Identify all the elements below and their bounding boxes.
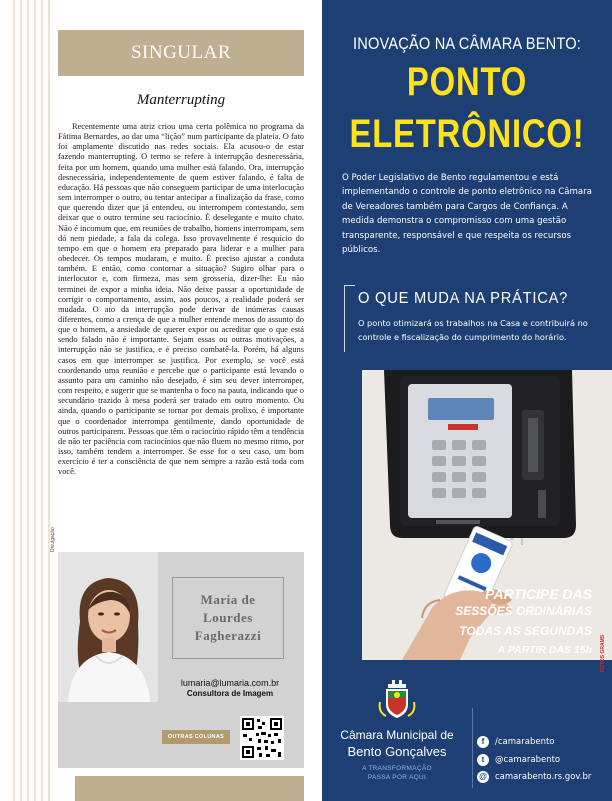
decorative-bracket [344, 285, 355, 352]
author-photo [58, 552, 158, 702]
facebook-icon: f [477, 736, 489, 748]
more-columns-button[interactable]: OUTRAS COLUNAS [162, 730, 230, 744]
social-facebook[interactable] [477, 735, 607, 749]
photo-credit: Divulgação [50, 527, 56, 552]
promo-line-3: TODAS AS SEGUNDAS [459, 624, 592, 638]
coat-of-arms-icon [376, 678, 418, 720]
social-twitter[interactable] [477, 753, 607, 767]
web-icon: @ [477, 771, 489, 783]
author-role: Consultora de Imagem [186, 689, 274, 698]
footer-bar [75, 776, 304, 801]
ad-headline-1: PONTO [406, 60, 528, 104]
qr-code-icon [240, 716, 284, 760]
promo-line-2: SESSÕES ORDINÁRIAS [455, 604, 592, 618]
chamber-name-line-1: Câmara Municipal de [340, 728, 454, 742]
social-website[interactable] [477, 770, 607, 784]
decorative-stripe [27, 0, 29, 801]
author-portrait [58, 552, 158, 702]
decorative-stripe [41, 0, 43, 801]
decorative-stripe [34, 0, 36, 801]
promo-line-4: A PARTIR DAS 15h [497, 644, 592, 656]
ad-paragraph-2: O ponto otimizará os trabalhos na Casa e contribuirá no controle e fiscalização do cumprimento do horário. [358, 318, 588, 342]
decorative-stripe [13, 0, 15, 801]
section-title: SINGULAR [130, 42, 232, 63]
divider [472, 708, 473, 788]
social-label[interactable]: /camarabento [495, 737, 555, 747]
article-title: Manterrupting [136, 92, 226, 108]
slogan: A TRANSFORMAÇÃO PASSA POR AQUI [362, 765, 432, 781]
author-name: Maria de Lourdes Fagherazzi [194, 592, 262, 643]
twitter-icon: t [477, 754, 489, 766]
article-body: Recentemente uma atriz criou uma certa polêmica no programa da Fátima Bernardes, ao dar uma “lição” num participante da plateia. O fato foi amplamente discutido nas redes sociais. Ela acusou-o de estar fazendo manterrupting. O termo se refere à interrupção desnecessária, feita por um homem, quando uma mulher está falando. Ora, interrupção desnecessária, independentemente de quem estiver falando, é falta de educação. Há pessoas que não conseguem participar de uma interlocução sem interromper o outro, ou tentar antecipar a finalização da frase, como que querendo dizer que já entendeu, ou interrompem contestando, sem deixar que o outro termine seu raciocínio. É deselegante e muito chato. Não é incomum que, em reuniões de trabalho, homens interrompam, sem dó nem piedade, a fala da colega. Isso provavelmente é resquício do tempo em que o homem era preparado para liderar e a mulher para obedecer. Os tempos mudaram, e muito. É preciso ajustar a conduta também. E então, como contornar a situação? Sugiro olhar para o interlocutor e, com firmeza, mas sem grosseria, dizer-lhe: Eu não terminei de expor a minha ideia. Não deixe passar a oportunidade de corrigir o comportamento, assim, aos poucos, a realidade poderá ser mudada. O ato da interrupção pode derivar de inúmeras causas diferentes, como a crença de que a mulher entende menos do assunto do que o homem, a ansiedade de querer expor ou acreditar que o que está sendo falado não é importante. Sejam essas ou outras motivações, a interrupção não se justifica, e é preciso combatê-la. Porém, há alguns casos em que interromper se justifica. Por exemplo, se você está coordenando uma reunião e percebe que o participante está levando o assunto para um caminho não desejado, é sim seu dever interromper, com respeito, e sugerir que se mantenha o foco na pauta, indicando que o secundário trazido à mesa poderá ser tratado em outro momento. Ou ainda, quando o participante se tornar por demais prolixo, é importante que o coordenador interrompa gentilmente, dando oportunidade de outros participarem. Pessoas que têm o raciocínio rápido têm a tendência de não ter paciência com raciocínios que não fluem no mesmo ritmo, por isso, também tendem a interromper. Se esse for o seu caso, um bom exercício é ter a consciência de que nem sempre a razão está toda com você. [58, 122, 304, 477]
decorative-stripe [48, 0, 50, 801]
chamber-name-line-2: Bento Gonçalves [347, 744, 447, 759]
author-email[interactable]: lumaria@lumaria.com.br [180, 678, 280, 688]
ad-kicker: INOVAÇÃO NA CÂMARA BENTO: [352, 34, 581, 53]
ad-headline-2: ELETRÔNICO! [349, 112, 585, 156]
promo-line-1: PARTICIPE DAS [485, 586, 592, 602]
social-label[interactable]: @camarabento [495, 755, 561, 765]
ad-photo-credit: FOTOS GRAMS [600, 634, 606, 672]
ad-paragraph: O Poder Legislativo de Bento regulamentou e está implementando o controle de ponto eletrônico na Câmara de Vereadores também para Cargos de Confiança. A medida demonstra o compromisso com uma gestão transparente, responsável e que respeita os recursos públicos. [342, 173, 592, 256]
advertisement [322, 0, 612, 801]
ad-subheading: O QUE MUDA NA PRÁTICA? [358, 290, 569, 307]
decorative-stripe [20, 0, 22, 801]
social-label[interactable]: camarabento.rs.gov.br [495, 772, 592, 782]
author-name-box [172, 577, 284, 659]
